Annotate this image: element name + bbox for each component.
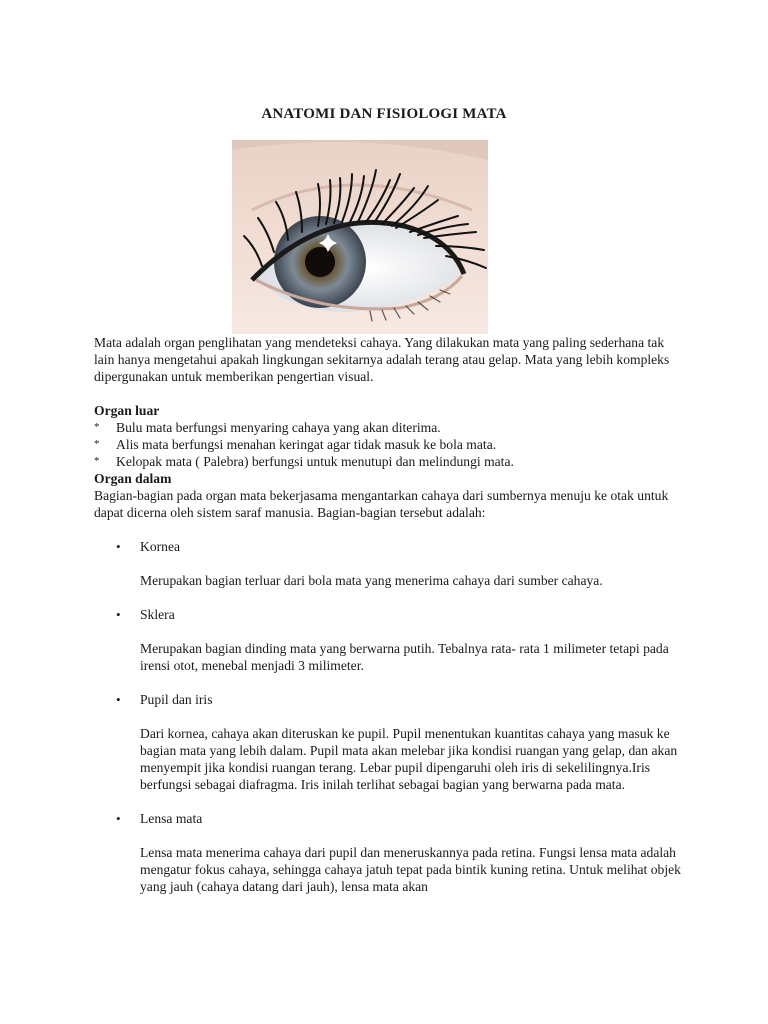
star-bullet-icon: * bbox=[94, 421, 100, 433]
eye-photo bbox=[232, 140, 488, 334]
document-body bbox=[94, 334, 684, 895]
part-desc-sklera: Merupakan bagian dinding mata yang berwarna putih. Tebalnya rata- rata 1 milimeter tetapi pada irensi otot, menebal menjadi 3 milimeter. bbox=[140, 641, 669, 673]
bullet-icon: • bbox=[116, 607, 121, 622]
organ-dalam-heading: Organ dalam bbox=[94, 471, 172, 486]
list-item bbox=[94, 419, 684, 436]
list-item-text: Alis mata berfungsi menahan keringat agar tidak masuk ke bola mata. bbox=[116, 437, 497, 452]
part-name: Sklera bbox=[140, 607, 175, 622]
part-name: Pupil dan iris bbox=[140, 692, 213, 707]
part-heading-kornea bbox=[94, 538, 684, 555]
part-name: Kornea bbox=[140, 539, 181, 554]
part-heading-pupil-iris bbox=[94, 691, 684, 708]
organ-luar-heading: Organ luar bbox=[94, 403, 160, 418]
star-bullet-icon: * bbox=[94, 438, 100, 450]
star-bullet-icon: * bbox=[94, 455, 100, 467]
part-name: Lensa mata bbox=[140, 811, 203, 826]
list-item bbox=[94, 436, 684, 453]
part-heading-sklera bbox=[94, 606, 684, 623]
document-title: ANATOMI DAN FISIOLOGI MATA bbox=[261, 106, 507, 122]
bullet-icon: • bbox=[116, 539, 121, 554]
part-heading-lensa-mata bbox=[94, 810, 684, 827]
part-desc-pupil-iris: Dari kornea, cahaya akan diteruskan ke pupil. Pupil menentukan kuantitas cahaya yang masuk ke bagian mata yang lebih dalam. Pupil mata akan melebar jika kondisi ruangan yang gelap, dan akan menyempit jika kondisi ruangan terang. Lebar pupil dipengaruhi oleh iris di sekelilingnya.Iris berfungsi sebagai diafragma. Iris inilah terlihat sebagai bagian yang berwarna pada mata. bbox=[140, 726, 678, 792]
intro-paragraph: Mata adalah organ penglihatan yang mendeteksi cahaya. Yang dilakukan mata yang paling sederhana tak lain hanya mengetahui apakah lingkungan sekitarnya adalah terang atau gelap. Mata yang lebih kompleks dipergunakan untuk memberikan pengertian visual. bbox=[94, 335, 670, 384]
list-item bbox=[94, 453, 684, 470]
bullet-icon: • bbox=[116, 811, 121, 826]
part-desc-lensa-mata: Lensa mata menerima cahaya dari pupil dan meneruskannya pada retina. Fungsi lensa mata adalah mengatur fokus cahaya, sehingga cahaya jatuh tepat pada bintik kuning retina. Untuk melihat objek yang jauh (cahaya datang dari jauh), lensa mata akan bbox=[140, 845, 681, 894]
bullet-icon: • bbox=[116, 692, 121, 707]
eye-illustration bbox=[232, 140, 488, 334]
organ-dalam-intro: Bagian-bagian pada organ mata bekerjasama mengantarkan cahaya dari sumbernya menuju ke otak untuk dapat dicerna oleh sistem saraf manusia. Bagian-bagian tersebut adalah: bbox=[94, 488, 669, 520]
list-item-text: Bulu mata berfungsi menyaring cahaya yang akan diterima. bbox=[116, 420, 441, 435]
part-desc-kornea: Merupakan bagian terluar dari bola mata yang menerima cahaya dari sumber cahaya. bbox=[140, 573, 603, 588]
list-item-text: Kelopak mata ( Palebra) berfungsi untuk menutupi dan melindungi mata. bbox=[116, 454, 514, 469]
